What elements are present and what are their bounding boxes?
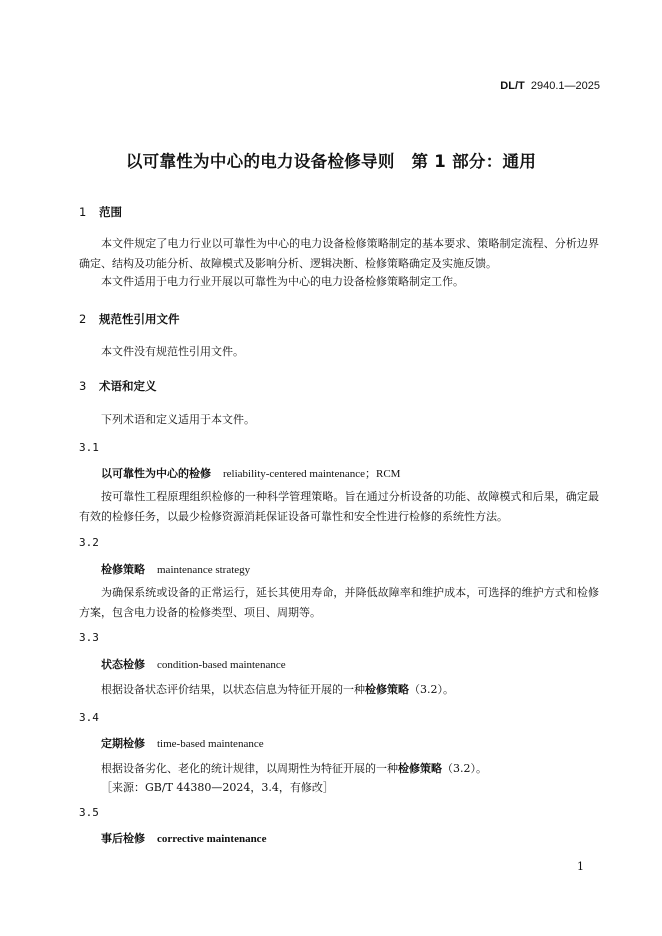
section-title: 术语和定义: [99, 379, 157, 393]
term-chinese: 检修策略: [101, 563, 145, 576]
term-clause-number: 3.3: [79, 631, 99, 644]
section-heading-scope: [79, 204, 599, 220]
term-chinese: 以可靠性为中心的检修: [101, 467, 211, 480]
term-source-note: ［来源：GB/T 44380—2024，3.4，有修改］: [101, 781, 334, 794]
cross-reference-term: 检修策略: [398, 762, 442, 775]
references-paragraph: 本文件没有规范性引用文件。: [101, 345, 244, 358]
term-clause-number: 3.5: [79, 806, 99, 819]
term-entry: [79, 735, 621, 751]
term-english: maintenance strategy: [157, 564, 251, 576]
term-definition: 为确保系统或设备的正常运行，延长其使用寿命，并降低故障率和维护成本，可选择的维护方式和检修方案，包含电力设备的检修类型、项目、周期等。: [79, 586, 599, 619]
term-english: condition-based maintenance: [157, 659, 286, 671]
term-definition: [79, 759, 599, 779]
definition-text: 根据设备状态评价结果，以状态信息为特征开展的一种: [101, 683, 365, 696]
standard-code: 2940.1—2025: [530, 80, 600, 92]
section-title: 范围: [99, 205, 122, 219]
term-clause-number: 3.4: [79, 711, 99, 724]
term-definition: [79, 680, 599, 700]
term-chinese: 定期检修: [101, 737, 145, 750]
term-chinese: 事后检修: [101, 832, 145, 845]
term-definition: 按可靠性工程原理组织检修的一种科学管理策略。旨在通过分析设备的功能、故障模式和后果，确定最有效的检修任务，以最少检修资源消耗保证设备可靠性和安全性进行检修的系统性方法。: [79, 490, 599, 523]
scope-paragraph-1: 本文件规定了电力行业以可靠性为中心的电力设备检修策略制定的基本要求、策略制定流程、分析边界确定、结构及功能分析、故障模式及影响分析、逻辑决断、检修策略确定及实施反馈。: [79, 237, 599, 270]
term-clause-number: 3.2: [79, 536, 99, 549]
definition-text: （3.2）。: [409, 683, 454, 696]
page-number: 1: [577, 860, 584, 873]
term-english: reliability-centered maintenance；RCM: [223, 468, 401, 480]
section-number: 1: [79, 205, 87, 219]
standard-prefix: DL/T: [500, 80, 525, 92]
term-clause-number: 3.1: [79, 441, 99, 454]
term-english: corrective maintenance: [157, 833, 267, 845]
scope-paragraph-2: 本文件适用于电力行业开展以可靠性为中心的电力设备检修策略制定工作。: [101, 275, 464, 288]
section-heading-terms: [79, 378, 599, 394]
cross-reference-term: 检修策略: [365, 683, 409, 696]
term-entry: [79, 561, 621, 577]
section-title: 规范性引用文件: [99, 312, 180, 326]
terms-intro-paragraph: 下列术语和定义适用于本文件。: [101, 413, 255, 426]
definition-text: （3.2）。: [442, 762, 487, 775]
term-entry: [79, 465, 621, 481]
term-entry: [79, 656, 621, 672]
definition-text: 根据设备劣化、老化的统计规律，以周期性为特征开展的一种: [101, 762, 398, 775]
document-title: 以可靠性为中心的电力设备检修导则 第 1 部分：通用: [125, 152, 537, 171]
term-english: time-based maintenance: [157, 738, 264, 750]
section-number: 3: [79, 379, 87, 393]
term-chinese: 状态检修: [101, 658, 145, 671]
section-number: 2: [79, 312, 87, 326]
standard-number: [500, 80, 600, 92]
term-entry: [79, 830, 621, 846]
section-heading-normative-references: [79, 311, 599, 327]
